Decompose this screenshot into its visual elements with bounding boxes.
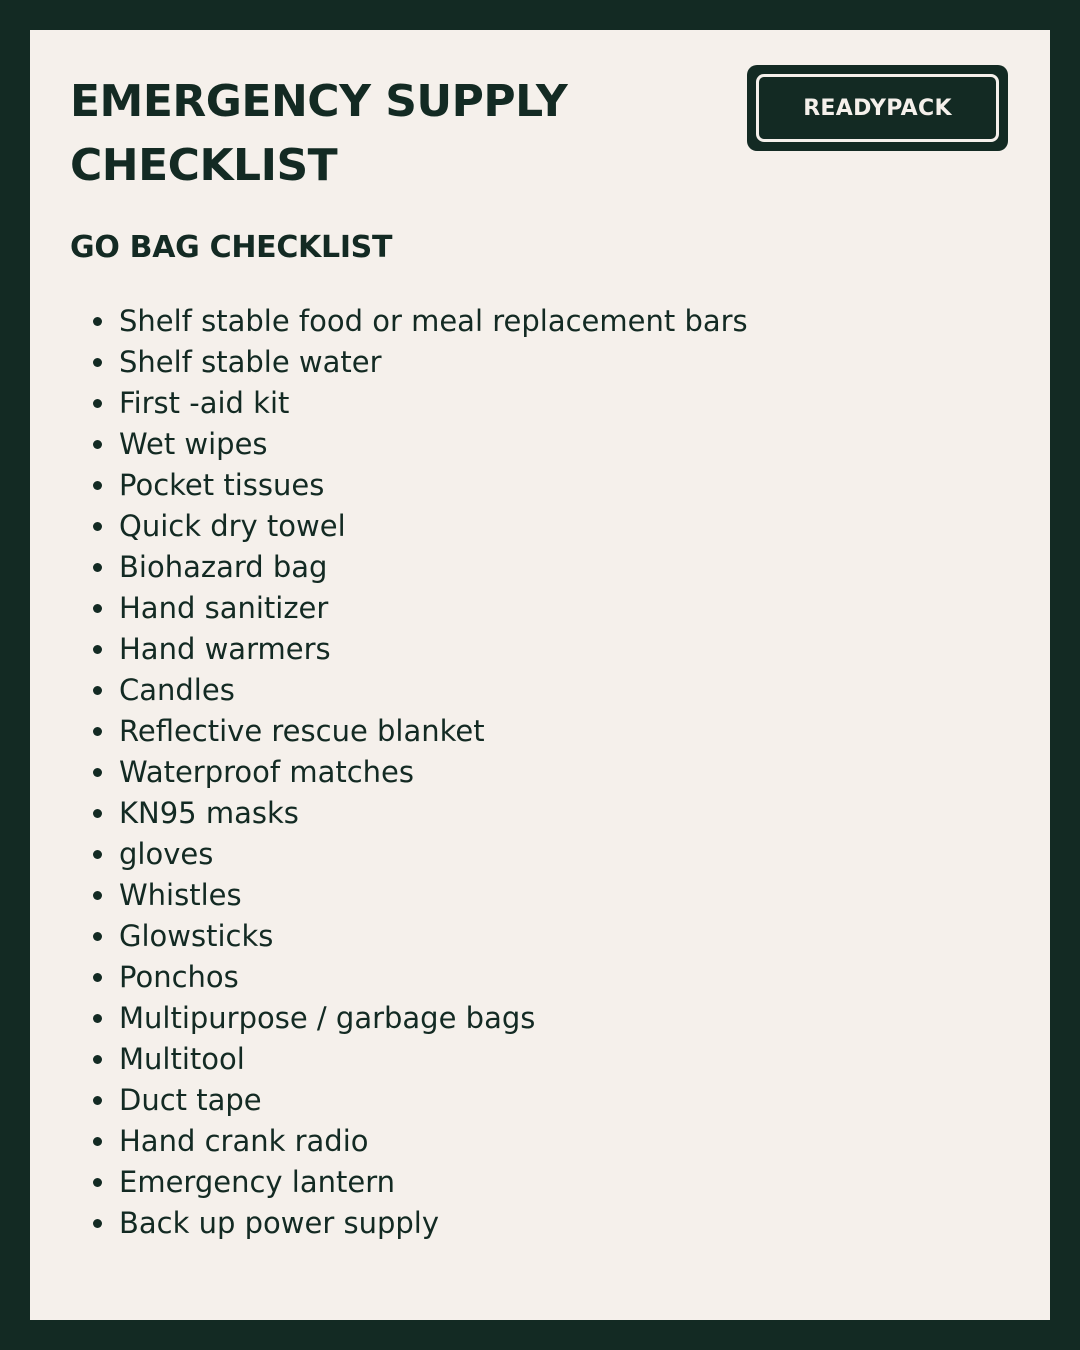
- list-item-label: Hand crank radio: [119, 1124, 369, 1158]
- list-item: [70, 916, 748, 957]
- bullet-icon: [93, 932, 102, 941]
- list-item-label: Duct tape: [119, 1083, 262, 1117]
- list-item-label: Back up power supply: [119, 1206, 440, 1240]
- list-item-label: Multitool: [119, 1042, 245, 1076]
- brand-badge: [747, 65, 1008, 151]
- list-item-label: Multipurpose / garbage bags: [119, 1001, 536, 1035]
- bullet-icon: [93, 1014, 102, 1023]
- list-item-label: Shelf stable food or meal replacement bars: [119, 304, 748, 338]
- bullet-icon: [93, 727, 102, 736]
- bullet-icon: [93, 850, 102, 859]
- list-item-label: Biohazard bag: [119, 550, 328, 584]
- list-item-label: gloves: [119, 837, 214, 871]
- list-item: [70, 1080, 748, 1121]
- section-heading: GO BAG CHECKLIST: [70, 230, 393, 265]
- list-item-label: Whistles: [119, 878, 242, 912]
- page-title-line-2: CHECKLIST: [70, 140, 338, 191]
- list-item: [70, 588, 748, 629]
- list-item-label: KN95 masks: [119, 796, 299, 830]
- list-item: [70, 1039, 748, 1080]
- list-item: [70, 711, 748, 752]
- list-item-label: Hand sanitizer: [119, 591, 329, 625]
- bullet-icon: [93, 686, 102, 695]
- list-item-label: Waterproof matches: [119, 755, 414, 789]
- bullet-icon: [93, 317, 102, 326]
- bullet-icon: [93, 1096, 102, 1105]
- bullet-icon: [93, 522, 102, 531]
- list-item: [70, 1203, 748, 1244]
- checklist: [70, 301, 748, 1244]
- bullet-icon: [93, 399, 102, 408]
- bullet-icon: [93, 768, 102, 777]
- list-item: [70, 875, 748, 916]
- list-item-label: Ponchos: [119, 960, 239, 994]
- list-item: [70, 1162, 748, 1203]
- list-item: [70, 670, 748, 711]
- checklist-card: [30, 30, 1050, 1320]
- list-item: [70, 957, 748, 998]
- list-item-label: Reflective rescue blanket: [119, 714, 485, 748]
- bullet-icon: [93, 481, 102, 490]
- brand-badge-label: READYPACK: [756, 74, 999, 142]
- list-item-label: First -aid kit: [119, 386, 290, 420]
- list-item-label: Hand warmers: [119, 632, 331, 666]
- list-item: [70, 506, 748, 547]
- list-item: [70, 1121, 748, 1162]
- page-title: [70, 70, 567, 198]
- bullet-icon: [93, 973, 102, 982]
- bullet-icon: [93, 440, 102, 449]
- list-item-label: Shelf stable water: [119, 345, 382, 379]
- page-title-line-1: EMERGENCY SUPPLY: [70, 76, 568, 127]
- bullet-icon: [93, 645, 102, 654]
- bullet-icon: [93, 891, 102, 900]
- list-item-label: Quick dry towel: [119, 509, 346, 543]
- list-item-label: Pocket tissues: [119, 468, 325, 502]
- bullet-icon: [93, 1055, 102, 1064]
- bullet-icon: [93, 358, 102, 367]
- list-item: [70, 793, 748, 834]
- list-item: [70, 383, 748, 424]
- bullet-icon: [93, 563, 102, 572]
- list-item: [70, 752, 748, 793]
- list-item: [70, 342, 748, 383]
- list-item: [70, 301, 748, 342]
- list-item: [70, 424, 748, 465]
- list-item: [70, 547, 748, 588]
- list-item-label: Wet wipes: [119, 427, 268, 461]
- bullet-icon: [93, 1178, 102, 1187]
- list-item-label: Glowsticks: [119, 919, 274, 953]
- list-item: [70, 465, 748, 506]
- list-item-label: Emergency lantern: [119, 1165, 395, 1199]
- list-item: [70, 629, 748, 670]
- bullet-icon: [93, 1219, 102, 1228]
- list-item-label: Candles: [119, 673, 235, 707]
- bullet-icon: [93, 809, 102, 818]
- bullet-icon: [93, 1137, 102, 1146]
- bullet-icon: [93, 604, 102, 613]
- list-item: [70, 834, 748, 875]
- list-item: [70, 998, 748, 1039]
